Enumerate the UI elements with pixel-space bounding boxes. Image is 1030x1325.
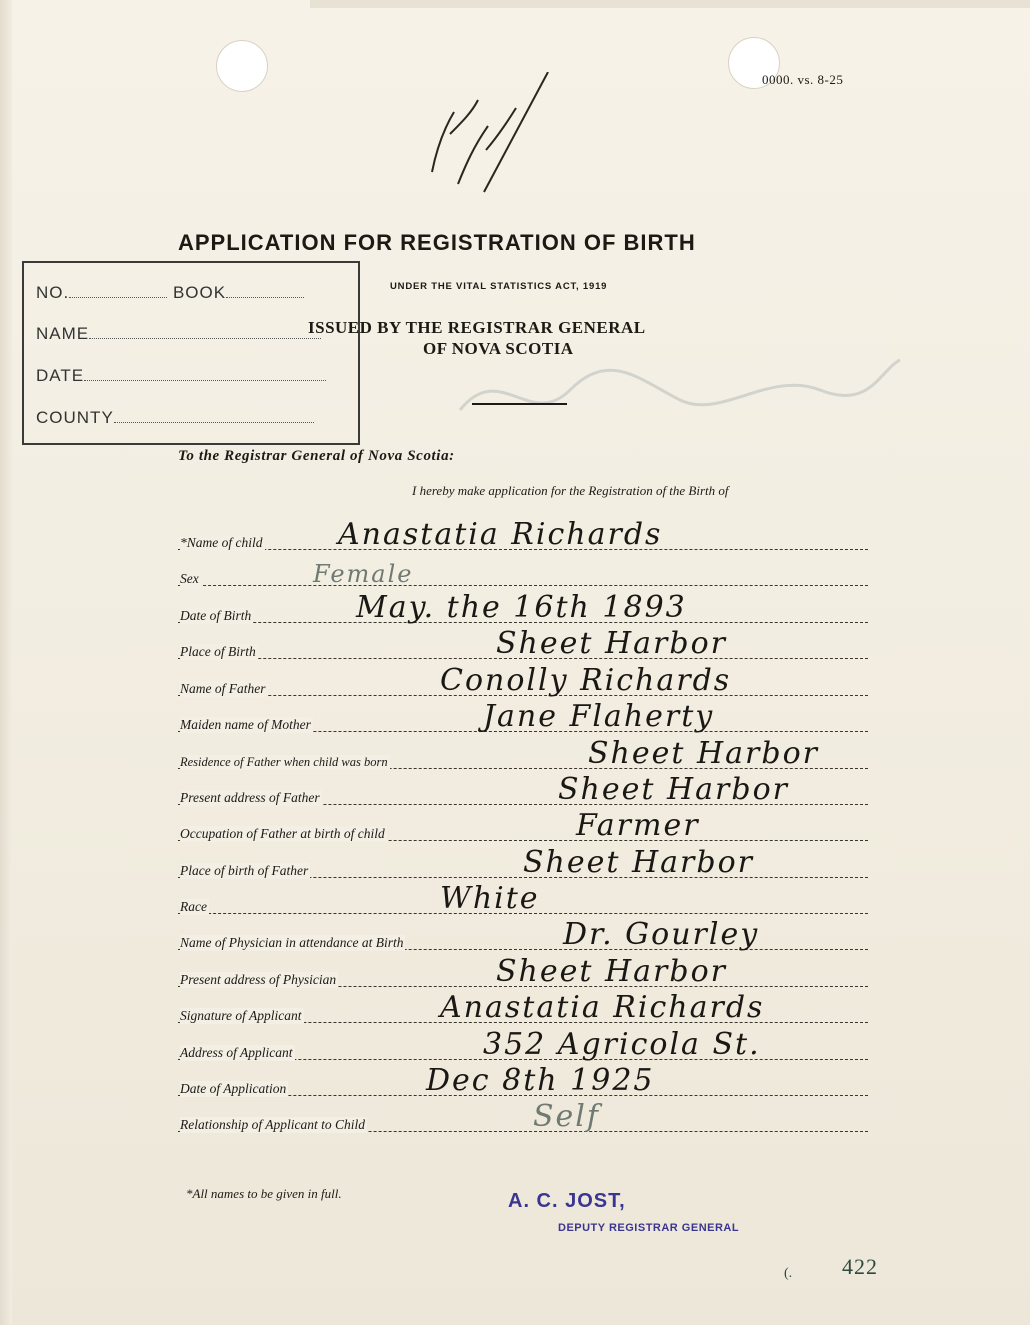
heading-rule xyxy=(472,403,567,405)
field-label: Address of Applicant xyxy=(180,1045,293,1060)
stamp-row-county xyxy=(36,408,314,428)
field-label: Date of Application xyxy=(180,1081,287,1096)
field-label: Sex xyxy=(180,571,199,586)
field-value: Dec 8th 1925 xyxy=(426,1063,655,1098)
issuer-line-1: ISSUED BY THE REGISTRAR GENERAL xyxy=(308,318,646,337)
field-value: May. the 16th 1893 xyxy=(356,590,687,625)
field-label: Place of Birth xyxy=(180,644,256,659)
field-label: Present address of Father xyxy=(180,790,320,805)
field-label: Name of Father xyxy=(180,681,266,696)
field-name-of-physician xyxy=(178,917,868,954)
field-value: Dr. Gourley xyxy=(563,917,760,952)
field-label: Race xyxy=(180,899,207,914)
field-label: Signature of Applicant xyxy=(180,1008,302,1023)
field-date-of-application xyxy=(178,1063,868,1100)
field-value: Jane Flaherty xyxy=(483,699,715,734)
field-value: White xyxy=(440,881,540,916)
field-label: Residence of Father when child was born xyxy=(180,755,388,769)
field-value: Sheet Harbor xyxy=(588,736,819,771)
stamp-row-name xyxy=(36,324,321,344)
registrar-stamp-title: DEPUTY REGISTRAR GENERAL xyxy=(558,1222,740,1234)
field-value: Anastatia Richards xyxy=(338,517,663,552)
stamp-county-label: COUNTY xyxy=(36,408,114,427)
field-name-of-father xyxy=(178,663,868,700)
field-residence-of-father xyxy=(178,736,868,773)
field-value: Sheet Harbor xyxy=(523,845,754,880)
punch-hole xyxy=(216,40,268,92)
field-date-of-birth xyxy=(178,590,868,627)
page-number: 422 xyxy=(842,1254,878,1279)
stamp-no-label: NO. xyxy=(36,283,70,302)
field-value: Female xyxy=(313,560,414,588)
field-value: Sheet Harbor xyxy=(496,626,727,661)
field-present-address-of-physician xyxy=(178,954,868,991)
field-present-address-of-father xyxy=(178,772,868,809)
preamble: I hereby make application for the Registration of the Birth of xyxy=(412,483,729,498)
field-name-of-child xyxy=(178,517,868,554)
page-subtitle: UNDER THE VITAL STATISTICS ACT, 1919 xyxy=(390,281,608,292)
field-value: Conolly Richards xyxy=(440,663,732,698)
field-label: Place of birth of Father xyxy=(180,863,309,878)
field-label: Relationship of Applicant to Child xyxy=(180,1117,365,1132)
salutation: To the Registrar General of Nova Scotia: xyxy=(178,448,455,464)
field-race xyxy=(178,881,868,918)
stamp-name-label: NAME xyxy=(36,324,90,343)
field-value: Farmer xyxy=(576,808,700,843)
field-value: Self xyxy=(533,1099,601,1134)
stamp-row-date xyxy=(36,366,326,386)
field-label: Maiden name of Mother xyxy=(180,717,311,732)
registry-stamp-box xyxy=(22,261,360,445)
field-signature-of-applicant xyxy=(178,990,868,1027)
field-relationship-of-applicant xyxy=(178,1099,868,1136)
field-value: Sheet Harbor xyxy=(496,954,727,989)
stamp-book-label: BOOK xyxy=(172,283,227,302)
field-label: Occupation of Father at birth of child xyxy=(180,826,385,841)
stamp-date-label: DATE xyxy=(36,366,85,385)
page-edge-top xyxy=(310,0,1030,8)
field-label: Present address of Physician xyxy=(180,972,337,987)
field-value: Sheet Harbor xyxy=(558,772,789,807)
field-place-of-birth xyxy=(178,626,868,663)
field-maiden-name-of-mother xyxy=(178,699,868,736)
registrar-stamp-name: A. C. JOST, xyxy=(508,1190,626,1212)
footnote: *All names to be given in full. xyxy=(186,1186,342,1201)
field-value: 352 Agricola St. xyxy=(483,1027,761,1062)
issuer-heading xyxy=(308,318,748,359)
field-place-of-birth-of-father xyxy=(178,845,868,882)
margin-tick: (. xyxy=(784,1266,793,1281)
field-label: Name of Physician in attendance at Birth xyxy=(180,935,404,950)
issuer-line-2: OF NOVA SCOTIA xyxy=(423,339,574,358)
page-edge xyxy=(0,0,12,1325)
field-sex xyxy=(178,560,868,590)
form-number: 0000. vs. 8-25 xyxy=(762,72,844,87)
handwritten-issued-annotation xyxy=(402,72,562,202)
field-address-of-applicant xyxy=(178,1027,868,1064)
field-occupation-of-father xyxy=(178,808,868,845)
page-title: APPLICATION FOR REGISTRATION OF BIRTH xyxy=(178,230,696,255)
field-label: Date of Birth xyxy=(180,608,252,623)
field-label: *Name of child xyxy=(180,535,263,550)
field-value: Anastatia Richards xyxy=(440,990,765,1025)
stamp-row-no-book xyxy=(36,283,304,303)
